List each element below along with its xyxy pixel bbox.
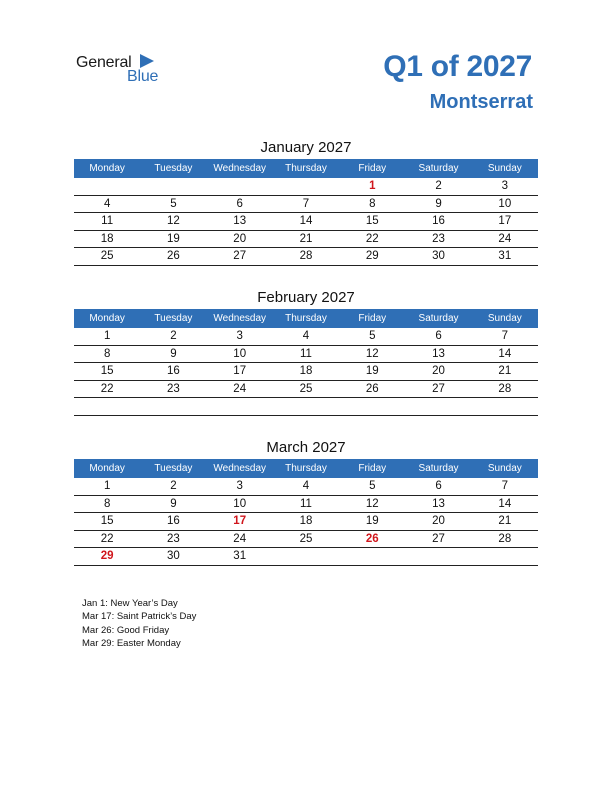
day-cell: 18 xyxy=(299,365,313,378)
weekday-header-row xyxy=(74,159,538,178)
day-cell: 13 xyxy=(432,347,445,360)
day-cell: 24 xyxy=(498,232,512,245)
weekday-header-tuesday: Tuesday xyxy=(154,313,193,324)
week-row xyxy=(74,196,538,214)
weeks-container xyxy=(74,328,538,416)
day-cell: 6 xyxy=(435,330,442,343)
day-cell: 28 xyxy=(498,532,512,545)
week-row xyxy=(74,213,538,231)
weekday-header-tuesday: Tuesday xyxy=(154,163,193,174)
country-name: Montserrat xyxy=(429,91,533,113)
day-cell: 3 xyxy=(501,180,509,193)
weekday-header-friday: Friday xyxy=(358,313,387,324)
month-calendar-march xyxy=(74,437,538,566)
day-cell: 26 xyxy=(365,382,379,395)
day-cell: 17 xyxy=(233,515,247,528)
weekday-header-saturday: Saturday xyxy=(418,163,459,174)
day-cell: 9 xyxy=(170,497,177,510)
day-cell: 16 xyxy=(167,515,180,528)
day-cell: 31 xyxy=(498,250,512,263)
day-cell: 27 xyxy=(432,382,445,395)
holiday-note: Mar 17: Saint Patrick’s Day xyxy=(82,611,197,623)
day-cell: 26 xyxy=(167,250,180,263)
weekday-header-thursday: Thursday xyxy=(285,463,327,474)
day-cell: 22 xyxy=(100,532,114,545)
day-cell: 29 xyxy=(100,550,114,563)
day-cell: 30 xyxy=(432,250,445,263)
day-cell: 30 xyxy=(167,550,180,563)
day-cell: 14 xyxy=(498,347,512,360)
quarter-title: Q1 of 2027 xyxy=(383,50,532,83)
day-cell: 22 xyxy=(365,232,379,245)
month-title: March 2027 xyxy=(266,439,346,456)
day-cell: 8 xyxy=(103,497,111,510)
day-cell: 1 xyxy=(103,480,111,493)
month-calendar-february xyxy=(74,287,538,416)
day-cell: 3 xyxy=(236,480,243,493)
day-cell: 12 xyxy=(365,347,379,360)
day-cell: 9 xyxy=(170,347,177,360)
week-row xyxy=(74,363,538,381)
day-cell: 10 xyxy=(498,197,512,210)
weekday-header-monday: Monday xyxy=(89,463,125,474)
day-cell: 12 xyxy=(167,215,180,228)
day-cell: 13 xyxy=(432,497,445,510)
week-row xyxy=(74,381,538,399)
day-cell: 20 xyxy=(432,365,445,378)
week-row xyxy=(74,248,538,266)
day-cell: 21 xyxy=(299,232,313,245)
logo-word-general: General xyxy=(76,54,132,71)
day-cell: 25 xyxy=(299,532,313,545)
month-title: January 2027 xyxy=(260,139,352,156)
day-cell: 14 xyxy=(498,497,512,510)
day-cell: 4 xyxy=(103,197,111,210)
day-cell: 12 xyxy=(365,497,379,510)
weekday-header-row xyxy=(74,309,538,328)
day-cell: 22 xyxy=(100,382,114,395)
generalblue-logo xyxy=(76,54,176,88)
holiday-note: Mar 26: Good Friday xyxy=(82,624,170,636)
day-cell: 3 xyxy=(236,330,243,343)
day-cell: 28 xyxy=(299,250,313,263)
day-cell: 7 xyxy=(501,330,509,343)
day-cell: 5 xyxy=(369,480,376,493)
day-cell: 27 xyxy=(432,532,445,545)
weekday-header-tuesday: Tuesday xyxy=(154,463,193,474)
day-cell: 16 xyxy=(167,365,180,378)
holiday-note: Mar 29: Easter Monday xyxy=(82,637,181,649)
day-cell: 1 xyxy=(103,330,111,343)
day-cell: 14 xyxy=(299,215,313,228)
logo-word-blue: Blue xyxy=(127,68,159,85)
day-cell: 11 xyxy=(300,347,312,360)
day-cell: 29 xyxy=(365,250,379,263)
day-cell: 15 xyxy=(100,365,114,378)
day-cell: 11 xyxy=(101,215,114,228)
day-cell: 23 xyxy=(167,382,180,395)
day-cell: 24 xyxy=(233,382,247,395)
week-row xyxy=(74,531,538,549)
week-row xyxy=(74,178,538,196)
day-cell: 1 xyxy=(369,180,376,193)
day-cell: 10 xyxy=(233,497,247,510)
day-cell: 8 xyxy=(103,347,111,360)
day-cell: 27 xyxy=(233,250,247,263)
weekday-header-monday: Monday xyxy=(89,313,125,324)
weeks-container xyxy=(74,478,538,566)
day-cell: 26 xyxy=(365,532,379,545)
weekday-header-sunday: Sunday xyxy=(487,163,522,174)
day-cell: 21 xyxy=(498,365,512,378)
day-cell: 25 xyxy=(299,382,313,395)
logo-flag-icon xyxy=(140,54,156,68)
weekday-header-friday: Friday xyxy=(358,463,387,474)
day-cell: 23 xyxy=(167,532,180,545)
day-cell: 20 xyxy=(432,515,445,528)
holiday-notes xyxy=(82,597,196,650)
week-row xyxy=(74,328,538,346)
day-cell: 6 xyxy=(236,197,243,210)
week-row xyxy=(74,346,538,364)
day-cell: 19 xyxy=(167,232,180,245)
day-cell: 7 xyxy=(302,197,310,210)
day-cell: 4 xyxy=(302,480,310,493)
weekday-header-monday: Monday xyxy=(89,163,125,174)
week-row xyxy=(74,231,538,249)
day-cell: 17 xyxy=(498,215,512,228)
weekday-header-thursday: Thursday xyxy=(285,313,327,324)
holiday-note: Jan 1: New Year’s Day xyxy=(82,598,178,609)
day-cell: 20 xyxy=(233,232,247,245)
weekday-header-sunday: Sunday xyxy=(487,313,522,324)
weekday-header-wednesday: Wednesday xyxy=(213,163,267,174)
month-title: February 2027 xyxy=(257,289,355,306)
week-row xyxy=(74,478,538,496)
day-cell: 24 xyxy=(233,532,247,545)
day-cell: 4 xyxy=(302,330,310,343)
weekday-header-thursday: Thursday xyxy=(285,163,327,174)
weeks-container xyxy=(74,178,538,266)
day-cell: 9 xyxy=(435,197,442,210)
day-cell: 31 xyxy=(233,550,247,563)
day-cell: 23 xyxy=(432,232,445,245)
day-cell: 8 xyxy=(369,197,376,210)
day-cell: 16 xyxy=(432,215,445,228)
day-cell: 19 xyxy=(365,515,379,528)
day-cell: 2 xyxy=(170,330,177,343)
day-cell: 2 xyxy=(170,480,177,493)
day-cell: 5 xyxy=(369,330,376,343)
day-cell: 19 xyxy=(365,365,379,378)
weekday-header-row xyxy=(74,459,538,478)
day-cell: 15 xyxy=(100,515,114,528)
day-cell: 2 xyxy=(435,180,442,193)
day-cell: 28 xyxy=(498,382,512,395)
week-row xyxy=(74,398,538,416)
day-cell: 17 xyxy=(233,365,247,378)
weekday-header-wednesday: Wednesday xyxy=(213,463,267,474)
weekday-header-wednesday: Wednesday xyxy=(213,313,267,324)
week-row xyxy=(74,496,538,514)
weekday-header-friday: Friday xyxy=(358,163,387,174)
day-cell: 10 xyxy=(233,347,247,360)
day-cell: 15 xyxy=(365,215,379,228)
day-cell: 6 xyxy=(435,480,442,493)
day-cell: 18 xyxy=(100,232,114,245)
weekday-header-saturday: Saturday xyxy=(418,463,459,474)
day-cell: 18 xyxy=(299,515,313,528)
month-calendar-january xyxy=(74,137,538,266)
day-cell: 7 xyxy=(501,480,509,493)
day-cell: 21 xyxy=(498,515,512,528)
week-row xyxy=(74,548,538,566)
day-cell: 25 xyxy=(100,250,114,263)
day-cell: 11 xyxy=(300,497,312,510)
week-row xyxy=(74,513,538,531)
day-cell: 13 xyxy=(233,215,247,228)
weekday-header-saturday: Saturday xyxy=(418,313,459,324)
weekday-header-sunday: Sunday xyxy=(487,463,522,474)
day-cell: 5 xyxy=(170,197,177,210)
